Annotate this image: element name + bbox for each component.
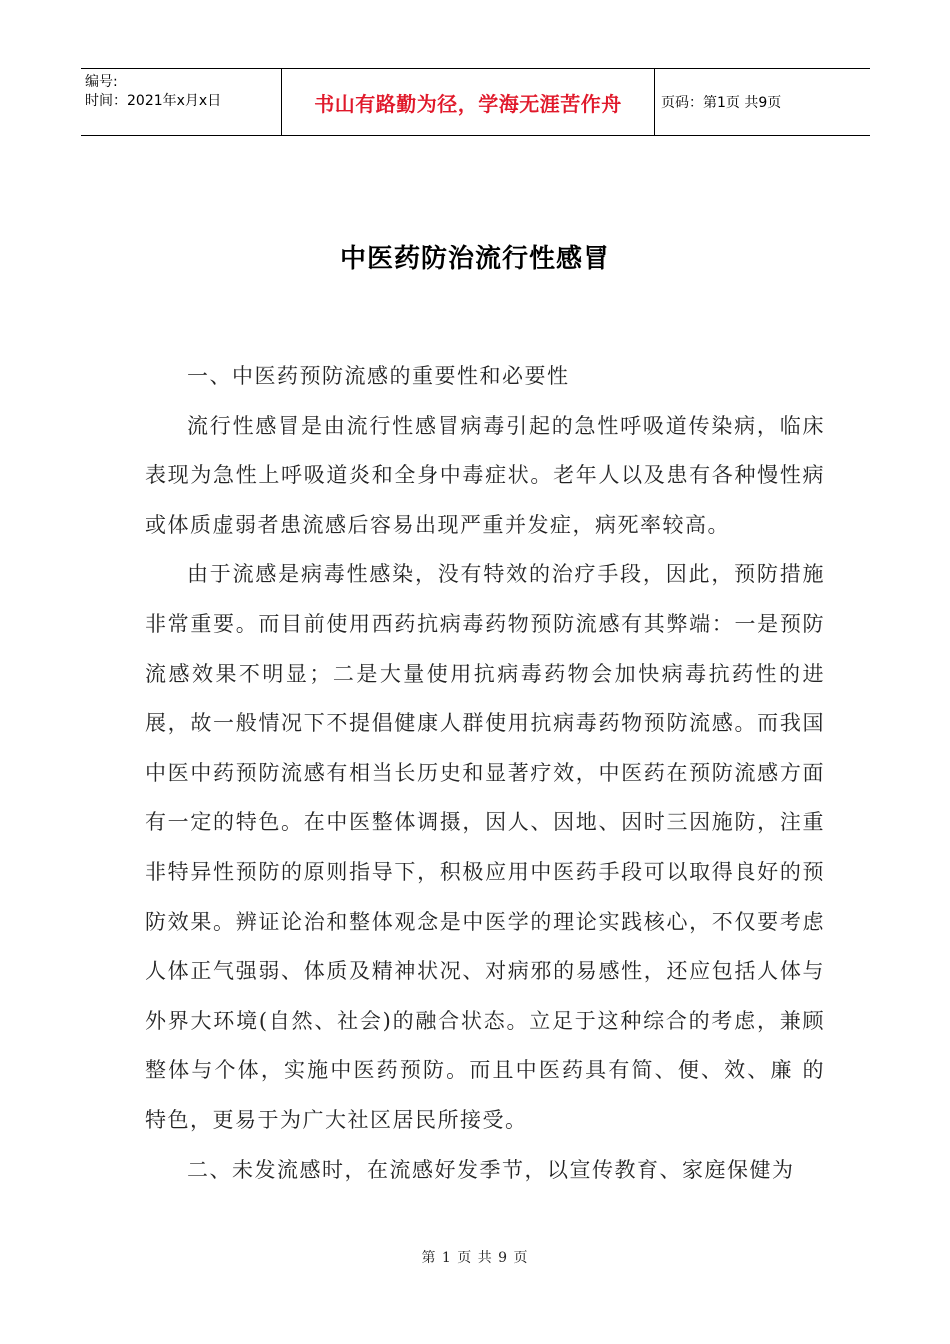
paragraph: 由于流感是病毒性感染，没有特效的治疗手段，因此，预防措施非常重要。而目前使用西药抗病毒药物预防流感有其弊端：一是预防流感效果不明显；二是大量使用抗病毒药物会加快病毒抗药性的进展，故一般情况下不提倡健康人群使用抗病毒药物预防流感。而我国中医中药预防流感有相当长历史和显著疗效，中医药在预防流感方面有一定的特色。在中医整体调摄，因人、因地、因时三因施防，注重非特异性预防的原则指导下，积极应用中医药手段可以取得良好的预防效果。辨证论治和整体观念是中医学的理论实践核心，不仅要考虑人体正气强弱、体质及精神状况、对病邪的易感性，还应包括人体与外界大环境(自然、社会)的融合状态。立足于这种综合的考虑，兼顾整体与个体，实施中医药预防。而且中医药具有简、便、效、廉 的特色，更易于为广大社区居民所接受。 <box>145 562 825 1132</box>
header-meta-cell <box>81 69 282 135</box>
document-header <box>81 68 870 136</box>
document-time-label: 时间：2021年x月x日 <box>85 93 222 109</box>
header-page-info: 页码：第1页 共9页 <box>661 95 782 111</box>
paragraph: 流行性感冒是由流行性感冒病毒引起的急性呼吸道传染病，临床表现为急性上呼吸道炎和全身中毒症状。老年人以及患有各种慢性病或体质虚弱者患流感后容易出现严重并发症，病死率较高。 <box>145 413 825 537</box>
document-code-label: 编号: <box>85 74 118 90</box>
document-title: 中医药防治流行性感冒 <box>339 244 610 274</box>
document-body <box>145 352 825 1195</box>
header-motto: 书山有路勤为径，学海无涯苦作舟 <box>282 69 655 135</box>
page-footer: 第 1 页 共 9 页 <box>421 1250 529 1266</box>
section-heading-2: 二、未发流感时，在流感好发季节，以宣传教育、家庭保健为 <box>187 1157 795 1182</box>
section-heading-1: 一、中医药预防流感的重要性和必要性 <box>187 364 570 388</box>
